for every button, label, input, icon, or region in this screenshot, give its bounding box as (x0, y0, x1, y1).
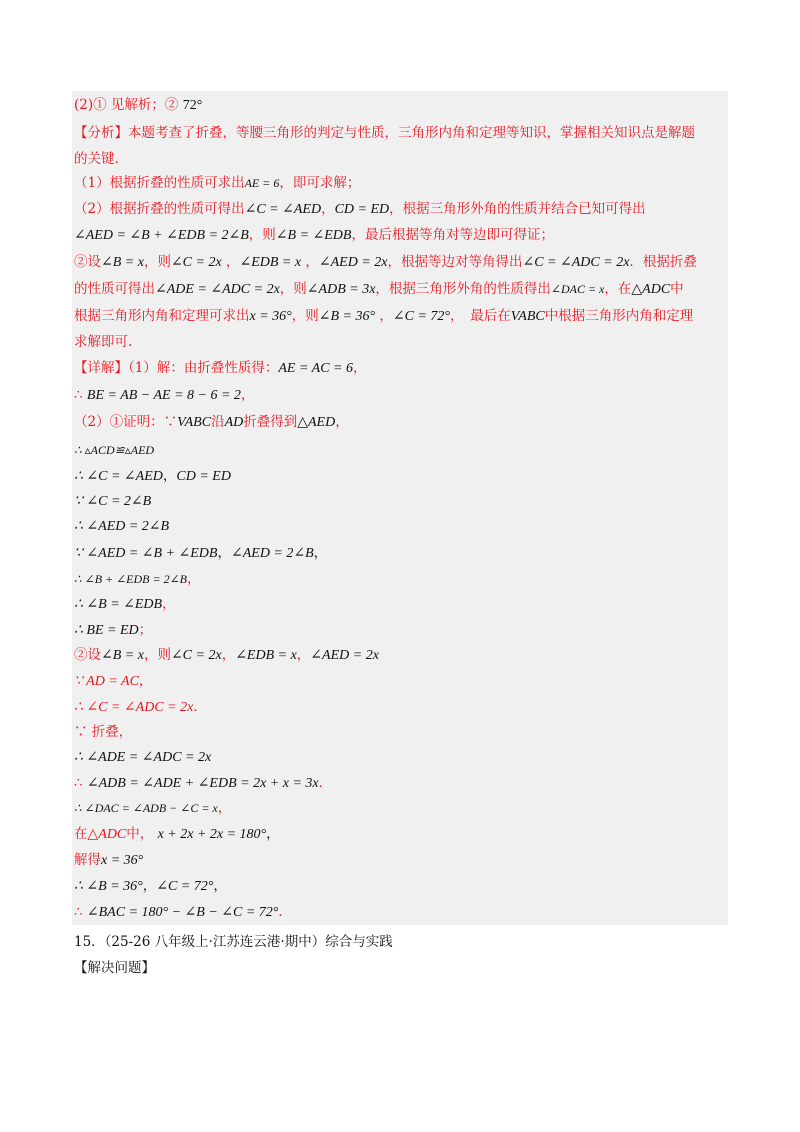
analysis-p1-text: （1）根据折叠的性质可求出 (74, 175, 245, 191)
analysis-line-2: 的关键. (74, 151, 119, 167)
analysis-p6-text3: ， 最后在 (450, 308, 511, 324)
detail-line-14 (74, 697, 207, 718)
detail-d15-text: 折叠 (91, 724, 119, 740)
analysis-p4-math2: ∠C = 2x (170, 255, 222, 270)
detail-d13-end: ， (138, 673, 153, 689)
analysis-point-2 (74, 199, 646, 220)
detail-d5-a: ∴ ∠C = ∠AED (74, 469, 163, 484)
detail-d9-end: ， (186, 571, 201, 587)
analysis-p3-text2: ，最后根据等角对等边即可得证； (351, 227, 554, 243)
analysis-p6-text4: 中根据三角形内角和定理 (544, 308, 694, 324)
detail-d19-end: ， (266, 826, 280, 842)
analysis-p5-text4: ，在 (604, 281, 632, 297)
answer-summary-label: (2)① 见解析；② (74, 97, 179, 113)
next-question-title: 15．（25-26 八年级上·江苏连云港·期中）综合与实践 (74, 934, 393, 950)
detail-d12-math4: ∠AED = 2x (310, 648, 379, 663)
analysis-p6-math4: VABC (510, 309, 545, 324)
detail-d3-math2: AD (224, 415, 244, 430)
analysis-point-5 (74, 279, 684, 300)
analysis-p5-math3: ∠DAC = x (550, 282, 605, 296)
detail-line-15 (74, 722, 132, 742)
detail-d22-sym: ∴ (74, 904, 83, 920)
detail-d21-d: ， (213, 878, 227, 894)
analysis-p4-text2: ，则 (143, 254, 171, 270)
detail-d22-math: ∠BAC = 180° − ∠B − ∠C = 72° (86, 905, 279, 920)
detail-d18: ∴ ∠DAC = ∠ADB − ∠C = x (74, 801, 218, 815)
detail-line-7: ∴ ∠AED = 2∠B (74, 519, 170, 534)
detail-d10-end: ， (162, 596, 176, 612)
detail-d19-text1: 在 (74, 826, 88, 842)
analysis-p5-text1: 的性质可得出 (74, 281, 155, 297)
analysis-p4-math5: ∠C = ∠ADC = 2x (522, 255, 630, 270)
detail-d1-text: 【详解】（1）解：由折叠性质得： (74, 360, 279, 376)
detail-line-12 (74, 645, 379, 666)
analysis-p6-math2: ∠B = 36° (318, 309, 376, 324)
analysis-p2-text1: （2）根据折叠的性质可得出 (74, 201, 245, 217)
detail-line-19 (74, 824, 280, 845)
detail-d12-sep: ， (221, 647, 236, 663)
analysis-p2-math2: CD = ED (334, 202, 390, 217)
detail-d19-math1: △ADC (87, 827, 127, 842)
detail-d17-math: ∠ADB = ∠ADE + ∠EDB = 2x + x = 3x (86, 776, 319, 791)
detail-d17-sym: ∴ (74, 775, 83, 791)
detail-line-2 (74, 385, 254, 406)
analysis-line-1: 【分析】本题考查了折叠，等腰三角形的判定与性质，三角形内角和定理等知识，掌握相关知识点是解题 (74, 125, 695, 141)
analysis-p3-math: ∠AED = ∠B + ∠EDB = 2∠B (74, 228, 249, 243)
detail-line-6: ∵ ∠C = 2∠B (74, 494, 152, 509)
detail-line-16: ∴ ∠ADE = ∠ADC = 2x (74, 750, 212, 765)
detail-line-1 (74, 358, 366, 379)
analysis-p4-text3: ，根据等边对等角得出 (387, 254, 523, 270)
detail-d12-text2: ，则 (143, 647, 171, 663)
analysis-p4-text4: ．根据折叠 (629, 254, 697, 270)
detail-d12-sep2: ， (296, 647, 311, 663)
detail-line-18 (74, 798, 231, 818)
detail-d19-text2: 中， (126, 826, 154, 842)
detail-d17-end: ． (318, 775, 333, 791)
detail-d15-end: ， (118, 724, 133, 740)
analysis-p4-math1: ∠B = x (101, 255, 144, 270)
detail-d2-end: ， (240, 387, 255, 403)
detail-d5-c: CD = ED (176, 469, 231, 484)
analysis-p2-math1: ∠C = ∠AED (244, 202, 322, 217)
analysis-p6-text2: ，则 (291, 308, 319, 324)
analysis-p1-end: ，即可求解； (279, 175, 361, 191)
detail-d12-math1: ∠B = x (101, 648, 144, 663)
detail-line-4: ∴ ▵ACD≌▵AED (74, 443, 155, 457)
analysis-p3-text1: ，则 (248, 227, 276, 243)
detail-d19-math2: x + 2x + 2x = 180° (157, 827, 267, 842)
detail-d21-a: ∴ ∠B = 36° (74, 879, 143, 894)
detail-d8-a: ∵ ∠AED = ∠B + ∠EDB (74, 546, 218, 561)
detail-d15-sym: ∵ (74, 724, 88, 740)
analysis-point-6: 根据三角形内角和定理可求出x = 36°，则∠B = 36° ，∠C = 72°， 最后在VABC中根据三角形内角和定理 (74, 308, 694, 324)
detail-line-13 (74, 671, 152, 692)
detail-d21-b: ， (142, 878, 157, 894)
analysis-point-3 (74, 225, 554, 246)
detail-d1-end: ， (352, 360, 367, 376)
detail-line-5 (74, 466, 231, 487)
analysis-p6-math1: x = 36° (249, 309, 292, 324)
detail-d11: ∴ BE = ED (74, 623, 139, 638)
detail-d8-d: ， (313, 545, 328, 561)
detail-d14: ∴ ∠C = ∠ADC = 2x (74, 700, 194, 715)
detail-d2-sym: ∴ (74, 387, 83, 403)
detail-d3-math1: VABC (177, 415, 212, 430)
detail-line-3 (74, 412, 349, 433)
detail-d20-text: 解得 (74, 852, 101, 868)
detail-d1-math: AE = AC = 6 (278, 361, 353, 376)
analysis-p5-text3: ，根据三角形外角的性质得出 (375, 281, 551, 297)
detail-d3-text2: 沿 (211, 414, 225, 430)
analysis-p3-math2: ∠B = ∠EDB (275, 228, 352, 243)
detail-d12-math3: ∠EDB = x (235, 648, 297, 663)
detail-line-8 (74, 543, 327, 564)
analysis-p4-math3: ∠EDB = x (239, 255, 302, 270)
analysis-point-7: 求解即可. (74, 334, 133, 350)
detail-line-22 (74, 902, 292, 923)
detail-line-17 (74, 773, 332, 794)
detail-d21-c: ∠C = 72° (156, 879, 214, 894)
answer-summary (74, 95, 202, 116)
analysis-p2-sep: ， (321, 201, 335, 217)
analysis-point-1 (74, 173, 360, 193)
analysis-p4-text1: ②设 (74, 254, 101, 270)
detail-d12-math2: ∠C = 2x (170, 648, 222, 663)
detail-d3-text1: （2）①证明：∵ (74, 414, 178, 430)
detail-d11-end: ； (138, 622, 153, 638)
analysis-point-4: ②设∠B = x，则∠C = 2x ，∠EDB = x ，∠AED = 2x，根据等边对等角得出∠C = ∠ADC = 2x．根据折叠 (74, 254, 697, 270)
analysis-p5-text5: 中 (670, 281, 684, 297)
answer-summary-value: 72° (182, 98, 203, 113)
detail-line-21 (74, 876, 227, 897)
detail-d3-math3: △AED (297, 415, 336, 430)
detail-d5-b: ， (162, 468, 177, 484)
detail-d22-end: ． (278, 904, 292, 920)
analysis-p5-math4: △ADC (631, 282, 671, 297)
detail-d2-math: BE = AB − AE = 8 − 6 = 2 (86, 388, 241, 403)
detail-d18-end: ， (217, 800, 232, 816)
detail-d13: ∵ AD = AC (74, 674, 139, 689)
detail-line-20 (74, 850, 143, 871)
detail-d8-b: ， (217, 545, 231, 561)
analysis-p2-text2: ，根据三角形外角的性质并结合已知可得出 (389, 201, 646, 217)
analysis-p5-math1: ∠ADE = ∠ADC = 2x (155, 282, 280, 297)
analysis-p1-math: AE = 6 (244, 176, 280, 190)
analysis-p6-text1: 根据三角形内角和定理可求出 (74, 308, 250, 324)
analysis-p6-math3: ∠C = 72° (392, 309, 451, 324)
detail-d9: ∴ ∠B + ∠EDB = 2∠B (74, 572, 187, 586)
detail-d14-end: ． (193, 699, 207, 715)
detail-d3-text3: 折叠得到 (243, 414, 298, 430)
detail-line-10 (74, 594, 176, 615)
detail-d10: ∴ ∠B = ∠EDB (74, 597, 163, 612)
detail-d3-end: ， (335, 414, 349, 430)
detail-d12-text1: ②设 (74, 647, 101, 663)
next-question-section: 【解决问题】 (74, 960, 155, 976)
detail-line-11 (74, 620, 152, 641)
detail-d8-c: ∠AED = 2∠B (230, 546, 314, 561)
detail-line-9 (74, 569, 200, 589)
analysis-p4-math4: ∠AED = 2x (318, 255, 388, 270)
analysis-p5-math2: ∠ADB = 3x (306, 282, 376, 297)
detail-d20-math: x = 36° (101, 853, 144, 868)
analysis-p5-text2: ，则 (279, 281, 307, 297)
